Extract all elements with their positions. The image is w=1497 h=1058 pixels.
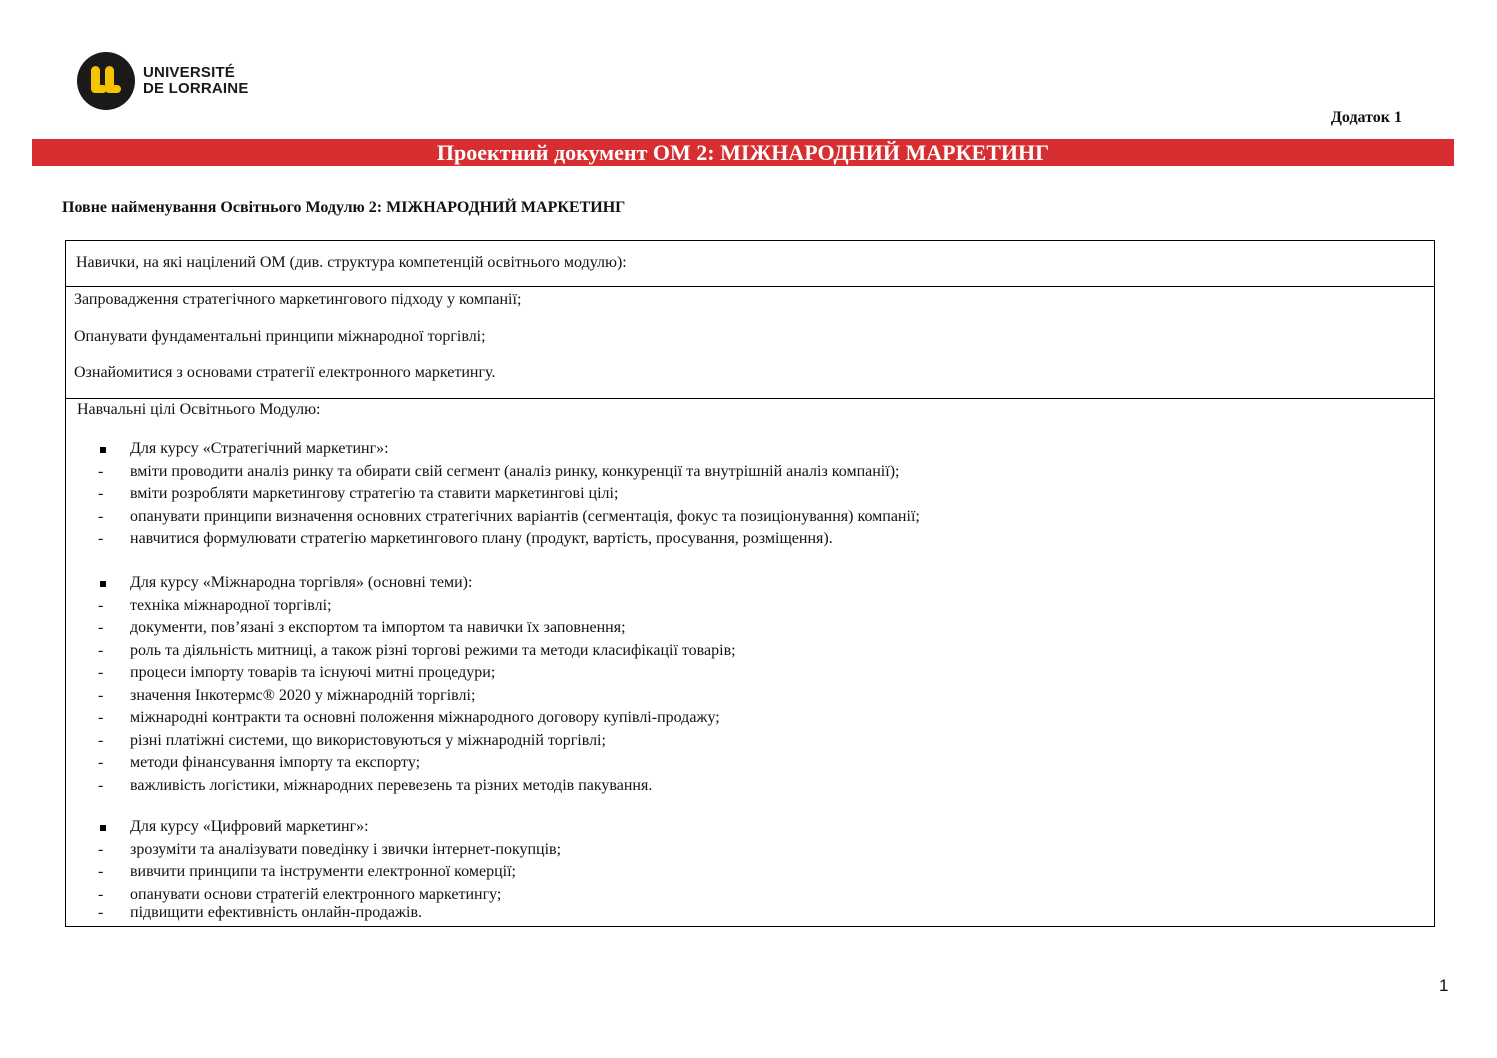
goal-text: техніка міжнародної торгівлі;: [130, 596, 332, 614]
module-full-name: Повне найменування Освітнього Модулю 2: МІЖНАРОДНИЙ МАРКЕТИНГ: [62, 199, 626, 216]
page-number: 1: [1439, 976, 1449, 995]
goal-text: навчитися формулювати стратегію маркетингового плану (продукт, вартість, просування, розміщення).: [130, 530, 833, 547]
dash-bullet: -: [98, 754, 104, 771]
dash-bullet: -: [98, 664, 104, 681]
dash-bullet: -: [98, 485, 104, 502]
skill-item: Ознайомитися з основами стратегії електронного маркетингу.: [74, 364, 496, 381]
logo-mark-icon: [77, 52, 135, 110]
skill-item: Опанувати фундаментальні принципи міжнародної торгівлі;: [74, 328, 486, 345]
dash-bullet: -: [98, 596, 104, 614]
dash-bullet: -: [98, 686, 104, 704]
annex-label: Додаток 1: [1330, 109, 1402, 126]
goals-row: [66, 399, 1434, 928]
square-bullet-icon: [100, 825, 106, 831]
goal-text: роль та діяльність митниці, а також різні торгові режими та методи класифікації товарів;: [130, 641, 736, 659]
goals-header: Навчальні цілі Освітнього Модулю:: [77, 401, 321, 418]
course-title: Для курсу «Цифровий маркетинг»:: [130, 818, 369, 835]
logo-wordmark: UNIVERSITÉ DE LORRAINE: [143, 64, 249, 97]
dash-bullet: -: [98, 840, 104, 858]
document-title: Проектний документ ОМ 2: МІЖНАРОДНИЙ МАРКЕТИНГ: [32, 139, 1454, 166]
square-bullet-icon: [100, 581, 106, 587]
goal-text: різні платіжні системи, що використовуються у міжнародній торгівлі;: [130, 731, 606, 749]
goal-text: вивчити принципи та інструменти електронної комерції;: [130, 863, 516, 880]
goal-text: методи фінансування імпорту та експорту;: [130, 754, 421, 771]
goal-text: процеси імпорту товарів та існуючі митні процедури;: [130, 664, 496, 681]
skill-item: Запровадження стратегічного маркетингового підходу у компанії;: [74, 291, 522, 308]
module-table: [65, 240, 1435, 927]
skills-header-row: [66, 241, 1434, 287]
course-title: Для курсу «Стратегічний маркетинг»:: [130, 440, 389, 457]
dash-bullet: -: [98, 904, 104, 921]
dash-bullet: -: [98, 619, 104, 636]
dash-bullet: -: [98, 530, 104, 547]
dash-bullet: -: [98, 885, 104, 903]
course-title: Для курсу «Міжнародна торгівля» (основні теми):: [130, 574, 473, 591]
dash-bullet: -: [98, 641, 104, 659]
goal-text: важливість логістики, міжнародних перевезень та різних методів пакування.: [130, 776, 653, 794]
university-logo: [77, 52, 249, 110]
skills-header: Навички, на які націлений ОМ (див. структура компетенцій освітнього модулю):: [76, 254, 627, 271]
goal-text: підвищити ефективність онлайн-продажів.: [130, 904, 423, 921]
skills-row: [66, 287, 1434, 399]
goal-text: зрозуміти та аналізувати поведінку і звички інтернет-покупців;: [130, 840, 562, 858]
dash-bullet: -: [98, 731, 104, 749]
dash-bullet: -: [98, 863, 104, 880]
goal-text: опанувати принципи визначення основних стратегічних варіантів (сегментація, фокус та позиціонування) компанії;: [130, 507, 920, 525]
goal-text: документи, пов’язані з експортом та імпортом та навички їх заповнення;: [130, 619, 626, 636]
goal-text: вміти розробляти маркетингову стратегію та ставити маркетингові цілі;: [130, 485, 619, 502]
square-bullet-icon: [100, 447, 106, 453]
goal-text: значення Інкотермс® 2020 у міжнародній торгівлі;: [130, 686, 476, 704]
dash-bullet: -: [98, 776, 104, 794]
goal-text: вміти проводити аналіз ринку та обирати свій сегмент (аналіз ринку, конкуренції та внутрішній аналіз компанії);: [130, 462, 900, 480]
goal-text: опанувати основи стратегій електронного маркетингу;: [130, 885, 502, 903]
dash-bullet: -: [98, 462, 104, 480]
dash-bullet: -: [98, 507, 104, 525]
dash-bullet: -: [98, 709, 104, 726]
goal-text: міжнародні контракти та основні положення міжнародного договору купівлі-продажу;: [130, 709, 720, 726]
